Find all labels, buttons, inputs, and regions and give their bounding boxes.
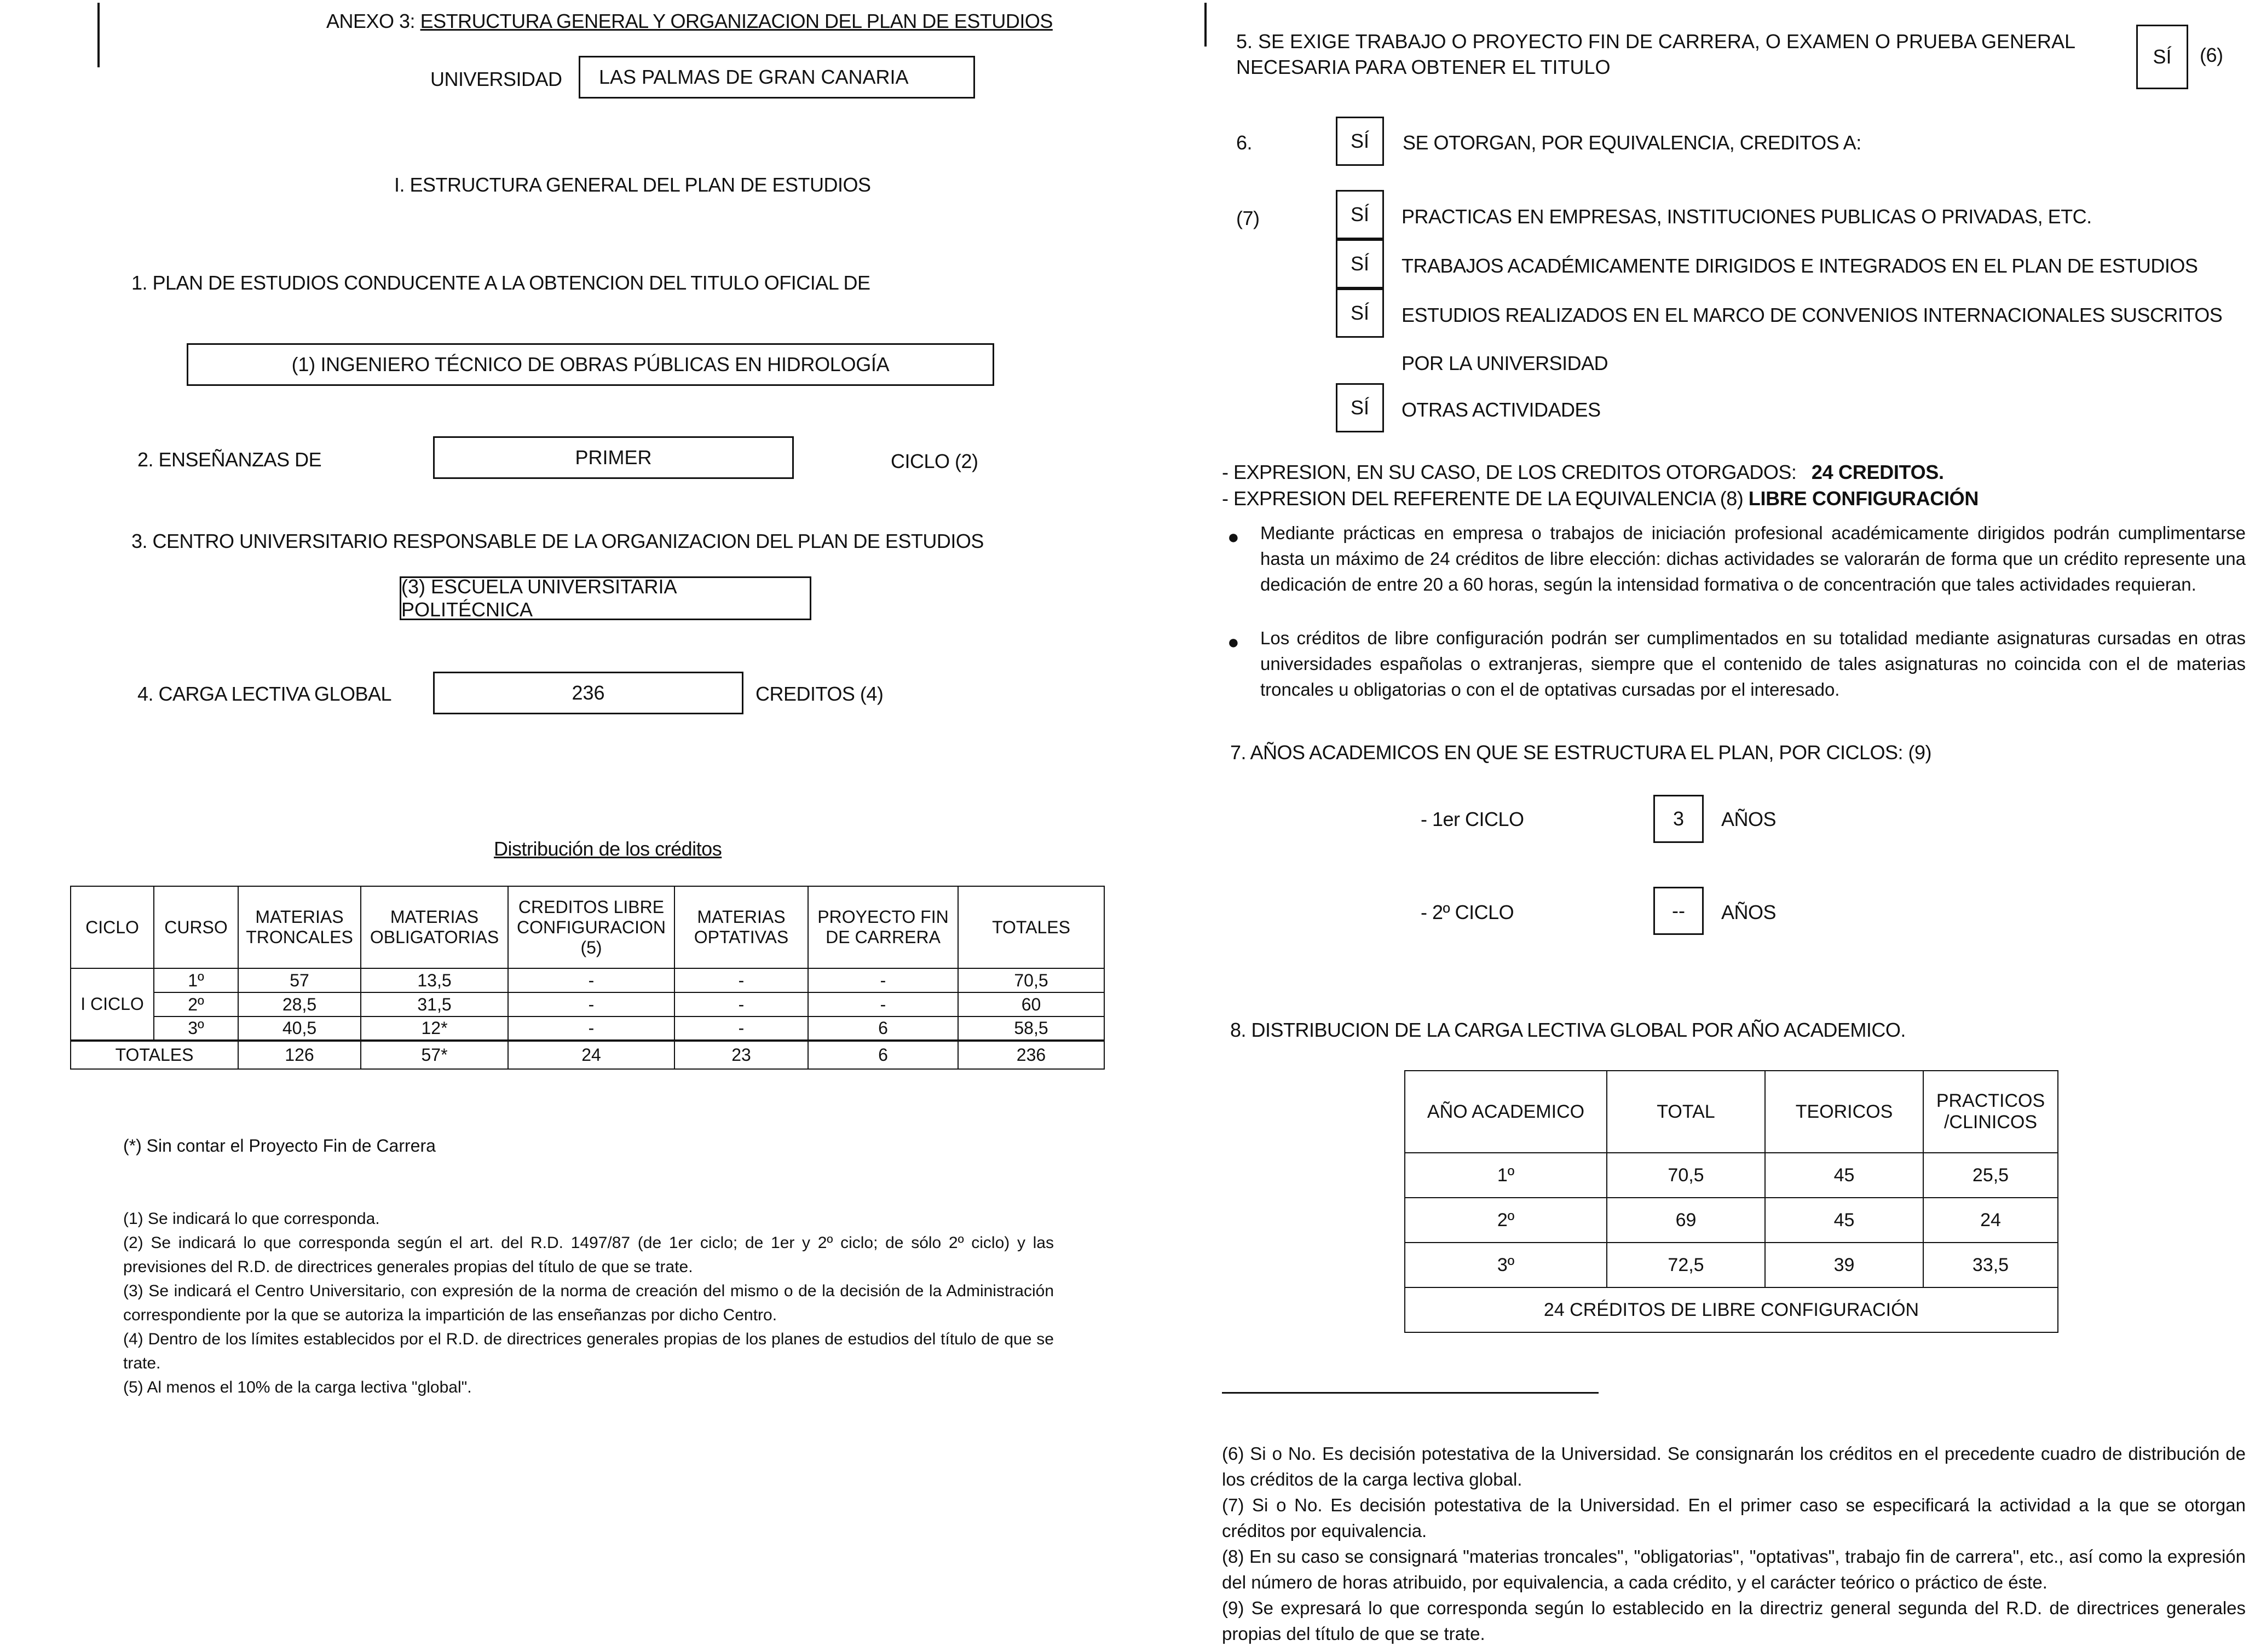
university-label: UNIVERSIDAD xyxy=(430,68,562,90)
equiv1-box xyxy=(1336,190,1384,239)
cell: 2º xyxy=(154,992,238,1016)
university-field xyxy=(579,56,975,99)
university-value: LAS PALMAS DE GRAN CANARIA xyxy=(599,66,909,88)
header-libre-configuracion: CREDITOS LIBRE CONFIGURACION (5) xyxy=(508,886,674,968)
cell: - xyxy=(808,968,958,992)
footnote-9: (9) Se expresará lo que corresponda según lo establecido en la directriz general segunda del R.D. de directrices generales propias del título de que se trate. xyxy=(1222,1598,2246,1644)
table-footer-row xyxy=(1405,1287,2058,1332)
totals-row xyxy=(71,1041,1104,1069)
cycle1-label: - 1er CICLO xyxy=(1421,808,1524,830)
cell: 70,5 xyxy=(958,968,1104,992)
item8-title: 8. DISTRIBUCION DE LA CARGA LECTIVA GLOBAL POR AÑO ACADEMICO. xyxy=(1230,1019,1906,1041)
load-by-year-table xyxy=(1404,1070,2058,1333)
table-row xyxy=(71,992,1104,1016)
equiv3-answer: SÍ xyxy=(1350,302,1369,324)
cycle2-unit: AÑOS xyxy=(1721,901,1777,923)
item4-suffix: CREDITOS (4) xyxy=(755,683,884,705)
asterisk-note: (*) Sin contar el Proyecto Fin de Carrera xyxy=(123,1136,436,1156)
center-field xyxy=(400,576,811,620)
cell: 31,5 xyxy=(361,992,508,1016)
cell: 57 xyxy=(238,968,361,992)
credit-load-value: 236 xyxy=(572,681,605,704)
expr1 xyxy=(1222,461,1944,484)
expr1-value: 24 CREDITOS. xyxy=(1811,461,1944,483)
table-row xyxy=(71,968,1104,992)
cell: 126 xyxy=(238,1041,361,1069)
footnote-1: (1) Se indicará lo que corresponda. xyxy=(123,1210,380,1228)
table-footer: 24 CRÉDITOS DE LIBRE CONFIGURACIÓN xyxy=(1405,1287,2058,1332)
cycle2-label: - 2º CICLO xyxy=(1421,901,1514,923)
bullet-1-dot: ● xyxy=(1227,525,1239,548)
credits-distribution-table xyxy=(70,886,1105,1070)
cell: 45 xyxy=(1765,1153,1923,1198)
equiv2-answer: SÍ xyxy=(1350,252,1369,275)
item6-label: 6. xyxy=(1236,131,1253,154)
footnote-7: (7) Si o No. Es decisión potestativa de la Universidad. En el primer caso se especificará la actividad a la que se otorgan créditos por equivalencia. xyxy=(1222,1495,2246,1541)
item6-answer-box xyxy=(1336,117,1384,166)
footnote-3: (3) Se indicará el Centro Universitario, con expresión de la norma de creación del mismo o de la decisión de la Administración correspondiente por la que se autoriza la impartición de las enseñanzas por dicho Centro. xyxy=(123,1282,1054,1324)
credit-load-field xyxy=(433,672,743,714)
cell: 57* xyxy=(361,1041,508,1069)
item4-label: 4. CARGA LECTIVA GLOBAL xyxy=(137,683,392,705)
center-value: (3) ESCUELA UNIVERSITARIA POLITÉCNICA xyxy=(401,575,676,621)
cell: 2º xyxy=(1405,1198,1607,1243)
cell: 6 xyxy=(808,1016,958,1041)
cell: 3º xyxy=(1405,1243,1607,1287)
cell: - xyxy=(508,968,674,992)
header-totales: TOTALES xyxy=(958,886,1104,968)
cell: 70,5 xyxy=(1607,1153,1765,1198)
cell: 39 xyxy=(1765,1243,1923,1287)
cell: 12* xyxy=(361,1016,508,1041)
left-footnotes xyxy=(123,1207,1054,1400)
bullet-1-text: Mediante prácticas en empresa o trabajos de iniciación profesional académicamente dirigidos podrán cumplimentarse hasta un máximo de 24 créditos de libre elección: dichas actividades se valorarán de forma que un crédito represente una dedicación de entre 20 a 60 horas, según la intensidad formativa o de concentración que tales actividades requieran. xyxy=(1260,523,2246,594)
item5-answer-box xyxy=(2136,25,2188,89)
scan-mark-left xyxy=(97,3,100,67)
cycle2-years-box xyxy=(1653,887,1704,935)
cell: 45 xyxy=(1765,1198,1923,1243)
equiv3-box xyxy=(1336,288,1384,338)
header-troncales: MATERIAS TRONCALES xyxy=(238,886,361,968)
cell: 33,5 xyxy=(1923,1243,2058,1287)
expr1-label: - EXPRESION, EN SU CASO, DE LOS CREDITOS OTORGADOS: xyxy=(1222,461,1797,483)
cycle-cell: I CICLO xyxy=(71,968,154,1041)
equiv3-text: ESTUDIOS REALIZADOS EN EL MARCO DE CONVENIOS INTERNACIONALES SUSCRITOS xyxy=(1402,304,2223,326)
header-optativas: MATERIAS OPTATIVAS xyxy=(674,886,808,968)
header-teoricos: TEORICOS xyxy=(1765,1071,1923,1153)
annex-heading xyxy=(326,10,1053,33)
item7-title: 7. AÑOS ACADEMICOS EN QUE SE ESTRUCTURA EL PLAN, POR CICLOS: (9) xyxy=(1230,741,1931,764)
totals-label: TOTALES xyxy=(71,1041,238,1069)
cell: 60 xyxy=(958,992,1104,1016)
cell: - xyxy=(674,992,808,1016)
header-obligatorias: MATERIAS OBLIGATORIAS xyxy=(361,886,508,968)
scan-mark-right xyxy=(1204,3,1207,47)
footnote-6: (6) Si o No. Es decisión potestativa de la Universidad. Se consignarán los créditos en el precedente cuadro de distribución de los créditos de la carga lectiva global. xyxy=(1222,1443,2246,1489)
degree-title-value: (1) INGENIERO TÉCNICO DE OBRAS PÚBLICAS EN HIDROLOGÍA xyxy=(291,353,890,376)
cycle-field xyxy=(433,436,794,479)
section-title: I. ESTRUCTURA GENERAL DEL PLAN DE ESTUDIOS xyxy=(394,174,871,196)
table-row xyxy=(1405,1198,2058,1243)
cell: 23 xyxy=(674,1041,808,1069)
equiv1-text: PRACTICAS EN EMPRESAS, INSTITUCIONES PUBLICAS O PRIVADAS, ETC. xyxy=(1402,205,2092,228)
cell: 1º xyxy=(1405,1153,1607,1198)
item5-text: 5. SE EXIGE TRABAJO O PROYECTO FIN DE CARRERA, O EXAMEN O PRUEBA GENERAL NECESARIA PARA OBTENER EL TITULO xyxy=(1236,30,2075,78)
header-ciclo: CICLO xyxy=(71,886,154,968)
table-row xyxy=(71,1016,1104,1041)
cell: - xyxy=(674,1016,808,1041)
bullet-2-dot: ● xyxy=(1227,631,1239,653)
cell: 236 xyxy=(958,1041,1104,1069)
right-footnotes xyxy=(1222,1441,2246,1647)
cell: 25,5 xyxy=(1923,1153,2058,1198)
header-year: AÑO ACADEMICO xyxy=(1405,1071,1607,1153)
cycle2-years: -- xyxy=(1672,899,1685,922)
equiv4-box xyxy=(1336,383,1384,432)
cell: - xyxy=(508,1016,674,1041)
footnote-8: (8) En su caso se consignará "materias troncales", "obligatorias", "optativas", trabajo fin de carrera", etc., así como la expresión del número de horas atribuido, por equivalencia, a cada crédito, y el carácter teórico o práctico de éste. xyxy=(1222,1546,2246,1592)
cell: 58,5 xyxy=(958,1016,1104,1041)
equiv1-answer: SÍ xyxy=(1350,203,1369,226)
footnote-4: (4) Dentro de los límites establecidos por el R.D. de directrices generales propias de los planes de estudios del título de que se trate. xyxy=(123,1330,1054,1372)
expr2-value: LIBRE CONFIGURACIÓN xyxy=(1748,487,1979,510)
cell: 6 xyxy=(808,1041,958,1069)
item3-label: 3. CENTRO UNIVERSITARIO RESPONSABLE DE LA ORGANIZACION DEL PLAN DE ESTUDIOS xyxy=(131,530,984,552)
degree-title-field xyxy=(187,343,994,386)
table-row xyxy=(1405,1153,2058,1198)
cell: 69 xyxy=(1607,1198,1765,1243)
item1-label: 1. PLAN DE ESTUDIOS CONDUCENTE A LA OBTENCION DEL TITULO OFICIAL DE xyxy=(131,272,870,294)
cell: 3º xyxy=(154,1016,238,1041)
cell: - xyxy=(508,992,674,1016)
distribution-title: Distribución de los créditos xyxy=(494,837,722,860)
footnote-5: (5) Al menos el 10% de la carga lectiva "global". xyxy=(123,1378,472,1396)
cycle1-years: 3 xyxy=(1672,807,1685,830)
item5-answer: SÍ xyxy=(2153,45,2172,68)
footnote-separator xyxy=(1222,1392,1599,1394)
cycle-value: PRIMER xyxy=(575,446,652,469)
cell: 40,5 xyxy=(238,1016,361,1041)
cell: 28,5 xyxy=(238,992,361,1016)
header-practicos: PRACTICOS /CLINICOS xyxy=(1923,1071,2058,1153)
cycle1-years-box xyxy=(1653,795,1704,843)
cell: 72,5 xyxy=(1607,1243,1765,1287)
item6-text: SE OTORGAN, POR EQUIVALENCIA, CREDITOS A: xyxy=(1403,131,1861,154)
table-row xyxy=(1405,1243,2058,1287)
header-total: TOTAL xyxy=(1607,1071,1765,1153)
header-curso: CURSO xyxy=(154,886,238,968)
annex-title: ESTRUCTURA GENERAL Y ORGANIZACION DEL PLAN DE ESTUDIOS xyxy=(420,10,1053,32)
item7-ref: (7) xyxy=(1236,207,1260,229)
footnote-2: (2) Se indicará lo que corresponda según el art. del R.D. 1497/87 (de 1er ciclo; de 1er y 2º ciclo; de sólo 2º ciclo) y las previsiones del R.D. de directrices generales propias del título de que se trate. xyxy=(123,1234,1054,1276)
cycle1-unit: AÑOS xyxy=(1721,808,1777,830)
cell: 1º xyxy=(154,968,238,992)
equiv3-text-line2: POR LA UNIVERSIDAD xyxy=(1402,352,1608,374)
header-proyecto: PROYECTO FIN DE CARRERA xyxy=(808,886,958,968)
equiv2-text: TRABAJOS ACADÉMICAMENTE DIRIGIDOS E INTEGRADOS EN EL PLAN DE ESTUDIOS xyxy=(1402,255,2198,277)
bullet-2-text: Los créditos de libre configuración podrán ser cumplimentados en su totalidad mediante asignaturas cursadas en otras universidades españolas o extranjeras, siempre que el contenido de tales asignaturas no coincida con el de materias troncales u obligatorias o con el de optativas cursadas por el interesado. xyxy=(1260,628,2246,700)
equiv2-box xyxy=(1336,239,1384,288)
expr2-label: - EXPRESION DEL REFERENTE DE LA EQUIVALENCIA (8) xyxy=(1222,487,1744,510)
annex-label: ANEXO 3: xyxy=(326,10,416,32)
cell: - xyxy=(808,992,958,1016)
expr2 xyxy=(1222,487,1979,510)
cell: 24 xyxy=(508,1041,674,1069)
item2-suffix: CICLO (2) xyxy=(891,450,978,472)
item2-label: 2. ENSEÑANZAS DE xyxy=(137,448,322,471)
item5-note: (6) xyxy=(2200,44,2223,66)
equiv4-text: OTRAS ACTIVIDADES xyxy=(1402,398,1601,421)
equiv4-answer: SÍ xyxy=(1350,396,1369,419)
item6-answer: SÍ xyxy=(1350,130,1369,152)
cell: 13,5 xyxy=(361,968,508,992)
cell: 24 xyxy=(1923,1198,2058,1243)
cell: - xyxy=(674,968,808,992)
